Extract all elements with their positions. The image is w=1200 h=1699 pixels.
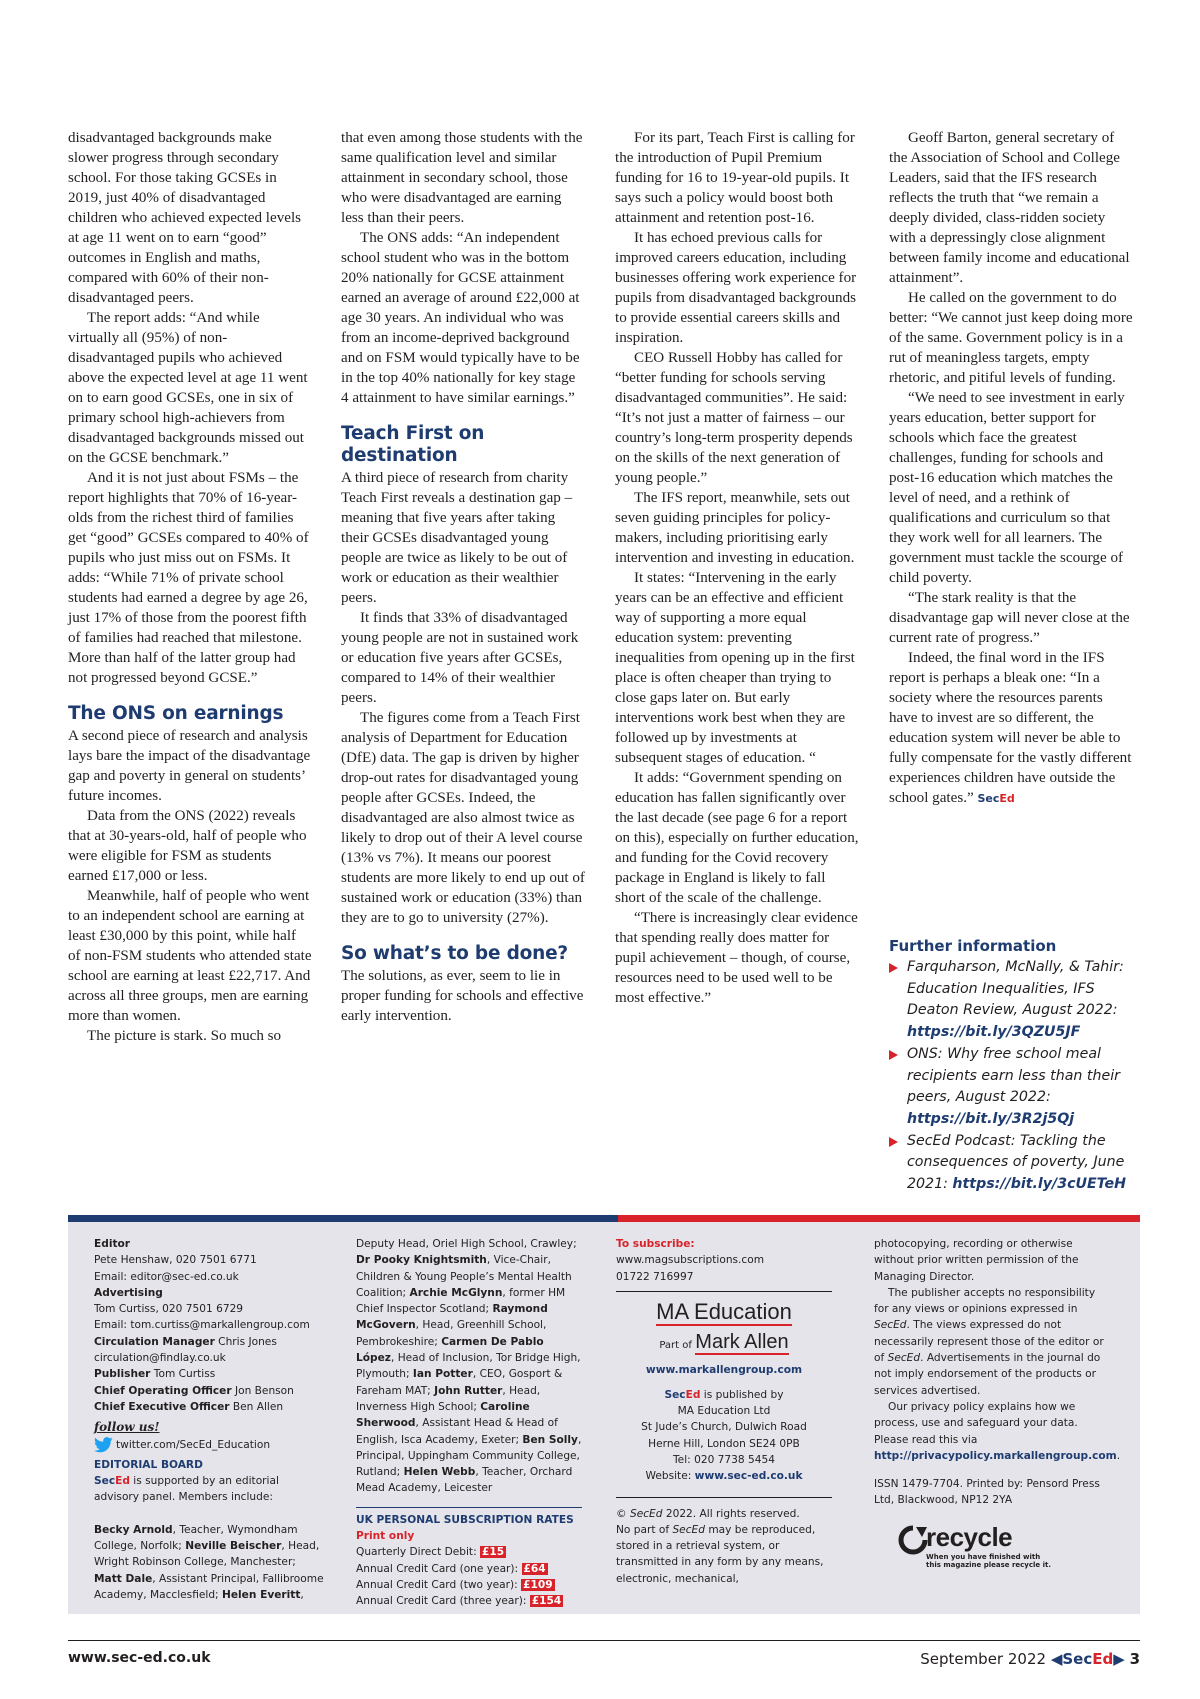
twitter-bird-icon: [94, 1437, 113, 1453]
reference-link[interactable]: https://bit.ly/3R2j5Qj: [907, 1110, 1075, 1127]
subscribe-url[interactable]: www.magsubscriptions.com: [616, 1254, 765, 1267]
paragraph: CEO Russell Hobby has called for “better funding for schools serving disadvantaged communities”. He said: “It’s not just a matter of fairness – our country’s long-term prosperity depends on the skills of the next generation of young people.”: [615, 350, 853, 486]
paragraph: It finds that 33% of disadvantaged young people are not in sustained work or education five years after GCSEs, compared to 14% of their wealthier peers.: [341, 610, 579, 706]
paragraph: The solutions, as ever, seem to lie in proper funding for schools and effective early intervention.: [341, 968, 584, 1024]
further-information-title: Further information: [889, 937, 1057, 955]
seced-end-mark: SecEd: [977, 792, 1015, 805]
page-footer: [68, 1640, 1140, 1668]
paragraph: The figures come from a Teach First analysis of Department for Education (DfE) data. The gap is driven by higher drop-out rates for disadvantaged young people after GCSEs. Indeed, the disadvantaged are also almost twice as likely to drop out of their A level course (13% vs 7%). It means our poorest students are more likely to end up out of sustained work or education (33%) than they are to go to university (27%).: [341, 710, 585, 926]
paragraph: “There is increasingly clear evidence that spending really does matter for pupil achievement – though, of course, resources need to be used well to be most effective.”: [615, 910, 858, 1006]
section-heading: Teach First on destination: [341, 423, 485, 466]
reference-link[interactable]: https://bit.ly/3cUETeH: [952, 1176, 1127, 1193]
paragraph: He called on the government to do better: “We cannot just keep doing more of the same. Government policy is in a rut of meaningless targets, empty rhetoric, and pitiful levels of funding.: [889, 290, 1133, 386]
contacts-block: Editor Pete Henshaw, 020 7501 6771 Email: editor@sec-ed.co.uk Advertising Tom Curtiss, 020 7501 6729 Email: tom.curtiss@markallengroup.com Circulation Manager Chris Jones circulation@findlay.co.uk Publisher Tom Curtiss Chief Operating Officer Jon Benson Chief Executive Officer Ben Allen follow us! twitter.com/SecEd_Education EDITORIAL BOARD SecEd is supported by an editorial advisory panel. Members include: Becky Arnold, Teacher, Wymondham College, Norfolk; Neville Beischer, Head, Wright Robinson College, Manchester; Matt Dale, Assistant Principal, Fallibroome Academy, Macclesfield; Helen Everitt,: [94, 1238, 324, 1601]
right-arrow-icon: ▶: [1113, 1650, 1125, 1668]
bullet-triangle-icon: [889, 1050, 898, 1060]
paragraph: disadvantaged backgrounds make slower progress through secondary school. For those taking GCSEs in 2019, just 40% of disadvantaged children who achieved expected levels at age 11 went on to earn “good” outcomes in English and maths, compared with 60% of their non-disadvantaged peers.: [68, 130, 302, 306]
paragraph: A second piece of research and analysis lays bare the impact of the disadvantage gap and poverty in general on students’ future incomes.: [68, 728, 311, 804]
left-arrow-icon: ◀: [1050, 1650, 1063, 1668]
paragraph: “We need to see investment in early years education, better support for schools which face the greatest challenges, funding for schools and post-16 education which matches the level of need, and a rethink of qualifications and curriculum so that they work well for all learners. The government must tackle the scourge of child poverty.: [889, 390, 1125, 586]
paragraph: that even among those students with the same qualification level and similar attainment in secondary school, those who were disadvantaged are earning less than their peers.: [341, 130, 583, 226]
paragraph: The IFS report, meanwhile, sets out seven guiding principles for policy-makers, including prioritising early intervention and investing in education.: [615, 490, 855, 566]
paragraph: And it is not just about FSMs – the report highlights that 70% of 16-year-olds from the richest third of families get “good” GCSEs compared to 40% of pupils who just miss out on FSMs. It adds: “While 71% of private school students had earned a degree by age 26, just 17% of those from the poorest fifth of families had reached that milestone. More than half of the latter group had not progressed beyond GCSE.”: [68, 470, 309, 686]
footer-folio: September 2022 ◀SecEd▶ 3: [920, 1650, 1140, 1668]
section-heading: The ONS on earnings: [68, 703, 284, 724]
page-number: 3: [1129, 1650, 1140, 1668]
publisher-block: To subscribe: www.magsubscriptions.com 01722 716997 MA Education Part of Mark Allen www.markallengroup.com SecEd is published by MA Education Ltd St Jude’s Church, Dulwich Road Herne Hill, London SE24 0PB Tel: 020 7738 5454 Website: www.sec-ed.co.uk © SecEd 2022. All rights reserved. No part of SecEd may be reproduced, stored in a retrieval system, or transmitted in any form by any means, electronic, mechanical,: [616, 1236, 832, 1587]
ma-education-logo: MA Education: [656, 1298, 792, 1324]
paragraph: [889, 648, 1133, 809]
article-column-1: [68, 128, 312, 1046]
price-badge: £154: [531, 1595, 562, 1608]
section-heading: So what’s to be done?: [341, 943, 568, 964]
paragraph: It adds: “Government spending on education has fallen significantly over the last decade (see page 6 for a report on this), especially on further education, and funding for the Covid recovery package in England is likely to fall short of the scale of the challenge.: [615, 770, 859, 906]
paragraph: A third piece of research from charity Teach First reveals a destination gap – meaning that five years after taking their GCSEs disadvantaged young people are twice as likely to be out of work or education as their wealthier peers.: [341, 470, 573, 606]
paragraph: The ONS adds: “An independent school student who was in the bottom 20% nationally for GCSE attainment earned an average of around £22,000 at age 30 years. An individual who was from an income-deprived background and on FSM would typically have to be in the top 40% nationally for key stage 4 attainment to have similar earnings.”: [341, 230, 580, 406]
navy-rule: [68, 1215, 618, 1222]
paragraph: Data from the ONS (2022) reveals that at 30-years-old, half of people who were eligible for FSM as students earned £17,000 or less.: [68, 808, 307, 884]
article-column-4: [889, 128, 1133, 809]
paragraph: Meanwhile, half of people who went to an independent school are earning at least £30,000 by this point, while half of non-FSM students who attended state school are earning at least £22,717. And across all three groups, men are earning more than women.: [68, 888, 312, 1024]
footer-url[interactable]: www.sec-ed.co.uk: [68, 1650, 211, 1666]
paragraph: It has echoed previous calls for improved careers education, including businesses offering work experience for pupils from disadvantaged backgrounds to provide essential careers skills and inspiration.: [615, 230, 857, 346]
paragraph: Geoff Barton, general secretary of the Association of School and College Leaders, said that the IFS research reflects the truth that “we remain a deeply divided, class-ridden society with a depressingly close alignment between family income and educational attainment”.: [889, 130, 1130, 286]
article-column-2: [341, 128, 585, 1026]
red-rule: [618, 1215, 1140, 1222]
further-information: [889, 937, 1139, 1196]
editorial-board-block: Deputy Head, Oriel High School, Crawley; Dr Pooky Knightsmith, Vice-Chair, Children & Young People’s Mental Health Coalition; Archie McGlynn, former HM Chief Inspector Scotland; Raymond McGovern, Head, Greenhill School, Pembrokeshire; Carmen De Pablo López, Head of Inclusion, Tor Bridge High, Plymouth; Ian Potter, CEO, Gosport & Fareham MAT; John Rutter, Head, Inverness High School; Caroline Sherwood, Assistant Head & Head of English, Isca Academy, Exeter; Ben Solly, Principal, Uppingham Community College, Rutland; Helen Webb, Teacher, Orchard Mead Academy, Leicester UK PERSONAL SUBSCRIPTION RATES Print only Quarterly Direct Debit: £15 Annual Credit Card (one year): £64 Annual Credit Card (two year): £109 Annual Credit Card (three year): £154: [356, 1236, 582, 1610]
price-badge: £64: [523, 1562, 546, 1575]
website-link[interactable]: www.sec-ed.co.uk: [694, 1470, 803, 1483]
paragraph: The picture is stark. So much so: [87, 1028, 282, 1044]
follow-us-label: follow us!: [94, 1420, 160, 1435]
recycle-icon: [896, 1523, 930, 1557]
paragraph: “The stark reality is that the disadvantage gap will never close at the current rate of progress.”: [889, 590, 1130, 646]
paragraph: It states: “Intervening in the early years can be an effective and efficient way of supporting a more equal education system: preventing inequalities from opening up in the first place is often cheaper than trying to close gaps later on. But early interventions work best when they are followed up by investments at subsequent stages of education. “: [615, 570, 855, 766]
mark-allen-logo: Part of Mark Allen: [659, 1331, 789, 1354]
article-column-3: [615, 128, 859, 1008]
list-item: Farquharson, McNally, & Tahir: Education Inequalities, IFS Deaton Review, August 2022: https://bit.ly/3QZU5JF: [889, 957, 1139, 1044]
paragraph-text: Indeed, the final word in the IFS report is perhaps a bleak one: “In a society where the resources parents have to invest are so different, the education system will never be able to fully compensate for the vastly different experiences children have outside the school gates.”: [889, 650, 1132, 806]
reference-link[interactable]: https://bit.ly/3QZU5JF: [907, 1024, 1081, 1041]
recycle-logo: recycle When you have finished with this magazine please recycle it.: [874, 1523, 1104, 1571]
paragraph: For its part, Teach First is calling for the introduction of Pupil Premium funding for 16 to 19-year-old pupils. It says such a policy would boost both attainment and retention post-16.: [615, 130, 855, 226]
privacy-policy-link[interactable]: http://privacypolicy.markallengroup.com: [874, 1449, 1117, 1462]
masthead-panel: [68, 1222, 1140, 1614]
legal-block: photocopying, recording or otherwise without prior written permission of the Managing Director. The publisher accepts no responsibility for any views or opinions expressed in SecEd. The views expressed do not necessarily represent those of the editor or of SecEd. Advertisements in the journal do not imply endorsement of the products or services advertised. Our privacy policy explains how we process, use and safeguard your data. Please read this via http://privacypolicy.markallengroup.com. ISSN 1479-7704. Printed by: Pensord Press Ltd, Blackwood, NP12 2YA recycle When you have finished with this magazine please recycle it.: [874, 1238, 1121, 1569]
list-item: SecEd Podcast: Tackling the consequences of poverty, June 2021: https://bit.ly/3cUETeH: [889, 1131, 1139, 1196]
paragraph: The report adds: “And while virtually all (95%) of non-disadvantaged pupils who achieved above the expected level at age 11 went on to earn good GCSEs, one in six of primary school high-achievers from disadvantaged backgrounds missed out on the GCSE benchmark.”: [68, 310, 308, 466]
bullet-triangle-icon: [889, 963, 898, 973]
price-badge: £109: [523, 1578, 553, 1591]
price-badge: £15: [482, 1546, 505, 1559]
list-item: ONS: Why free school meal recipients earn less than their peers, August 2022: https://bit.ly/3R2j5Qj: [889, 1044, 1139, 1131]
markallengroup-link[interactable]: www.markallengroup.com: [645, 1364, 803, 1377]
twitter-link[interactable]: twitter.com/SecEd_Education: [94, 1437, 324, 1453]
bullet-triangle-icon: [889, 1137, 898, 1147]
